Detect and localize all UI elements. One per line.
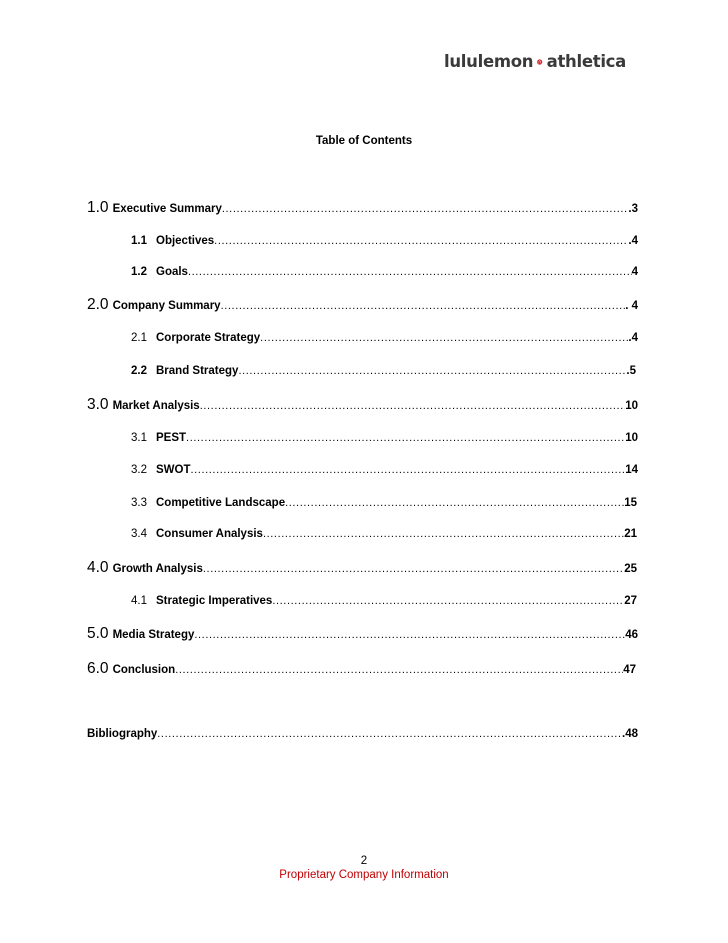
toc-page-number: 25 [624, 563, 637, 575]
toc-entry-label: Growth Analysis [112, 563, 203, 575]
toc-section-number: 2.1 [131, 332, 147, 344]
toc-section-number: 2.0 [87, 296, 109, 313]
footer-page-number: 2 [360, 855, 368, 867]
toc-entry-conclusion[interactable] [87, 660, 636, 678]
toc-entry-objectives[interactable] [131, 232, 638, 250]
toc-page-number: 10 [625, 400, 638, 412]
lululemon-mark-icon [537, 50, 542, 74]
toc-entry-label: Bibliography [87, 728, 158, 740]
toc-entry-label: Conclusion [112, 664, 176, 676]
toc-page-number: 27 [624, 595, 637, 607]
toc-entry-bibliography[interactable] [87, 725, 638, 743]
toc-entry-executive-summary[interactable] [87, 199, 638, 217]
toc-entry-label: Corporate Strategy [156, 332, 261, 344]
toc-entry-label: Strategic Imperatives [156, 595, 273, 607]
toc-section-number: 2.2 [131, 365, 147, 377]
toc-entry-corporate-strategy[interactable] [131, 329, 638, 347]
toc-leader-dots [175, 661, 623, 679]
toc-entry-market-analysis[interactable] [87, 396, 638, 414]
toc-entry-label: SWOT [156, 464, 191, 476]
toc-entry-label: Competitive Landscape [156, 497, 286, 509]
logo-text-right: athletica [546, 52, 626, 71]
toc-leader-dots [200, 397, 625, 415]
toc-entry-growth-analysis[interactable] [87, 559, 637, 577]
toc-page-number: 46 [625, 629, 638, 641]
toc-entry-consumer-analysis[interactable] [131, 525, 637, 543]
toc-section-number: 1.2 [131, 266, 147, 278]
toc-entry-label: Objectives [156, 235, 215, 247]
toc-entry-label: PEST [156, 432, 187, 444]
toc-entry-strategic-imperatives[interactable] [131, 592, 637, 610]
toc-entry-competitive-landscape[interactable] [131, 494, 637, 512]
toc-section-number: 5.0 [87, 625, 109, 642]
toc-leader-dots [203, 560, 624, 578]
toc-section-number: 6.0 [87, 660, 109, 677]
toc-page-number: 47 [623, 664, 636, 676]
logo-text-left: lululemon [444, 52, 534, 71]
toc-leader-dots [272, 592, 624, 610]
toc-leader-dots [157, 725, 622, 743]
toc-title: Table of Contents [315, 135, 413, 147]
toc-entry-brand-strategy[interactable] [131, 362, 636, 380]
toc-page-number: 21 [624, 528, 637, 540]
toc-entry-pest[interactable] [131, 429, 638, 447]
toc-page-number: 10 [625, 432, 638, 444]
toc-entry-label: Executive Summary [112, 203, 222, 215]
toc-entry-label: Company Summary [112, 300, 221, 312]
toc-entry-label: Goals [156, 266, 188, 278]
toc-page-number: 15 [624, 497, 637, 509]
toc-page-number: .5 [626, 365, 636, 377]
toc-leader-dots [214, 232, 628, 250]
toc-section-number: 3.0 [87, 396, 109, 413]
toc-entry-label: Media Strategy [112, 629, 195, 641]
toc-leader-dots [186, 429, 625, 447]
toc-section-number: 3.2 [131, 464, 147, 476]
toc-page-number: . 4 [625, 300, 638, 312]
toc-page-number: .3 [628, 203, 638, 215]
toc-page-number: .48 [622, 728, 638, 740]
toc-leader-dots [194, 626, 625, 644]
toc-section-number: 4.0 [87, 559, 109, 576]
toc-section-number: 4.1 [131, 595, 147, 607]
toc-entry-label: Market Analysis [112, 400, 200, 412]
toc-leader-dots [263, 525, 624, 543]
toc-section-number: 3.1 [131, 432, 147, 444]
toc-section-number: 1.0 [87, 199, 109, 216]
toc-leader-dots [222, 200, 629, 218]
company-logo [444, 50, 626, 74]
toc-section-number: 1.1 [131, 235, 147, 247]
toc-page-number: .4 [628, 332, 638, 344]
toc-entry-label: Brand Strategy [156, 365, 239, 377]
toc-entry-goals[interactable] [131, 263, 638, 281]
toc-entry-media-strategy[interactable] [87, 625, 638, 643]
toc-leader-dots [188, 263, 632, 281]
toc-leader-dots [191, 461, 626, 479]
toc-entry-swot[interactable] [131, 461, 638, 479]
toc-entry-company-summary[interactable] [87, 296, 638, 314]
footer-proprietary-notice: Proprietary Company Information [279, 869, 449, 881]
toc-page-number: 14 [625, 464, 638, 476]
toc-section-number: 3.3 [131, 497, 147, 509]
toc-leader-dots [238, 362, 626, 380]
toc-entry-label: Consumer Analysis [156, 528, 263, 540]
toc-section-number: 3.4 [131, 528, 147, 540]
toc-leader-dots [285, 494, 624, 512]
toc-leader-dots [221, 297, 626, 315]
toc-page-number: 4 [631, 266, 638, 278]
toc-page-number: .4 [628, 235, 638, 247]
toc-leader-dots [260, 329, 628, 347]
